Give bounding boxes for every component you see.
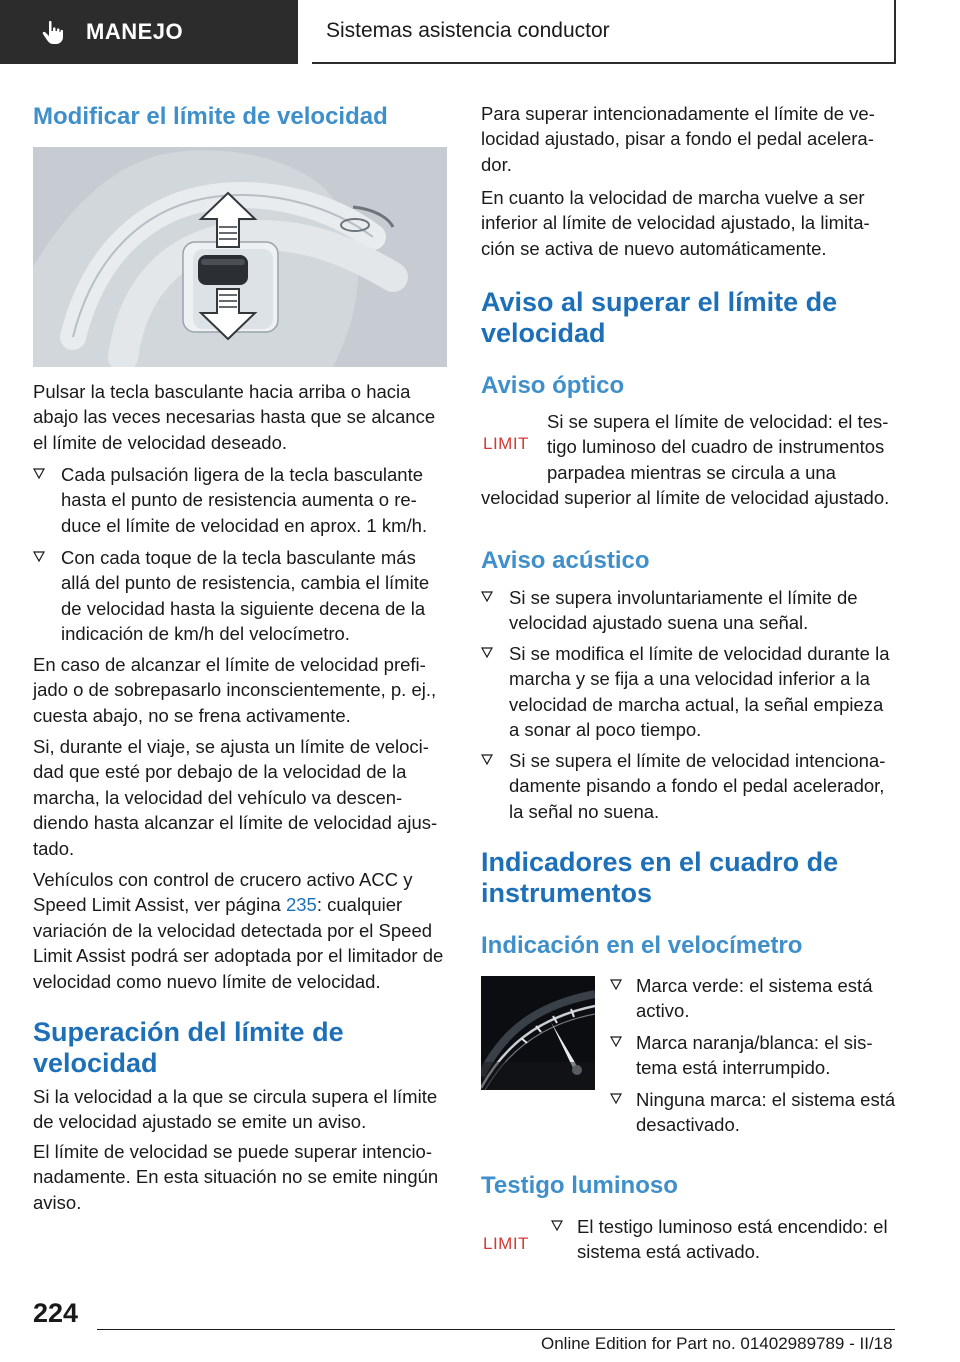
list-item-text: Cada pulsación ligera de la tecla basculante hasta el punto de resistencia aumenta o reduce el límite de velocidad en aprox. 1 km/h. [61, 464, 428, 536]
triangle-bullet-icon [481, 647, 493, 659]
triangle-bullet-icon [610, 979, 622, 991]
list-item [33, 462, 447, 538]
list-item [551, 1214, 896, 1265]
paragraph-acc-text: Vehículos con control de crucero activo ACC y Speed Limit Assist, ver página [33, 869, 413, 916]
heading-modify-limit: Modificar el límite de velocidad [33, 103, 388, 130]
triangle-bullet-icon [481, 591, 493, 603]
steering-wheel-rocker-illustration [33, 147, 447, 367]
triangle-bullet-icon [551, 1220, 563, 1232]
paragraph-warning-issued: Si la velocidad a la que se circula supera el límite de velocidad ajustado se emite un aviso. [33, 1086, 438, 1133]
limit-indicator-icon: LIMIT [483, 434, 529, 453]
list-item [610, 973, 900, 1024]
list-item-text: Con cada toque de la tecla basculante más allá del punto de resistencia, cambia el límite de velocidad hasta la siguiente decena de la indicación de km/h del velocímetro. [61, 547, 430, 645]
paragraph-auto-brake: En caso de alcanzar el límite de velocidad prefijado o de sobrepasarlo inconscientemente, p. ej., cuesta abajo, no se frena activamente. [33, 654, 437, 726]
heading-exceed-limit: Superación del límite de velocidad [33, 1017, 344, 1078]
list-item [610, 1087, 900, 1138]
limit-indicator-icon: LIMIT [483, 1234, 529, 1253]
list-item-text: Si se modifica el límite de velocidad durante la marcha y se fija a una velocidad inferior a la velocidad de marcha actual, la señal empieza a sonar al poco tiempo. [509, 643, 890, 741]
list-item [481, 641, 895, 743]
footer-edition: Online Edition for Part no. 01402989789 - II/18 [541, 1334, 893, 1353]
list-item-text: Si se supera el límite de velocidad intencionadamente pisando a fondo el pedal acelerador, la señal no suena. [509, 750, 886, 822]
chapter-label: Sistemas asistencia conductor [326, 19, 610, 42]
footer-divider [97, 1329, 895, 1330]
float-spacer [481, 409, 547, 485]
paragraph-acc-text-cont: : cualquier variación de la velocidad detectada por el Speed Limit Assist podrá ser adoptada por el limitador de velocidad como nuevo límite de velocidad. [33, 894, 444, 992]
chapter-header [312, 0, 896, 64]
heading-speedometer-indication: Indicación en el velocímetro [481, 932, 803, 959]
section-label: MANEJO [86, 19, 184, 44]
list-item-text: Si se supera involuntariamente el límite de velocidad ajustado suena una señal. [509, 587, 858, 634]
heading-instrument-indicators: Indicadores en el cuadro de instrumentos [481, 847, 839, 908]
paragraph-optical-warning [481, 409, 901, 511]
list-item-text: Marca verde: el sistema está activo. [636, 975, 873, 1022]
list-item [610, 1030, 900, 1081]
hand-icon [40, 19, 66, 45]
triangle-bullet-icon [610, 1093, 622, 1105]
list-item [481, 585, 895, 636]
list-item-text: El testigo luminoso está encendido: el sistema está activado. [577, 1216, 888, 1263]
triangle-bullet-icon [33, 551, 45, 563]
list-item-text: Marca naranja/blanca: el sistema está interrumpido. [636, 1032, 873, 1079]
paragraph-intentional-exceed: El límite de velocidad se puede superar intencionadamente. En esta situación no se emite ningún aviso. [33, 1141, 439, 1213]
section-tab [0, 0, 298, 64]
heading-indicator-lamp: Testigo luminoso [481, 1172, 678, 1199]
speedometer-illustration [481, 976, 595, 1090]
triangle-bullet-icon [481, 754, 493, 766]
triangle-bullet-icon [33, 468, 45, 480]
page-number: 224 [33, 1298, 79, 1328]
paragraph-reduce-speed: Si, durante el viaje, se ajusta un límite de velocidad que esté por debajo de la velocidad de la marcha, la velocidad del vehículo va descendiendo hasta alcanzar el límite de velocidad ajustado. [33, 736, 438, 859]
page-link-235[interactable]: 235 [285, 894, 317, 916]
paragraph-kickdown: Para superar intencionadamente el límite de velocidad ajustado, pisar a fondo el pedal acelerador. [481, 103, 875, 175]
list-item [33, 545, 447, 647]
heading-acoustic-warning: Aviso acústico [481, 547, 650, 574]
heading-optical-warning: Aviso óptico [481, 372, 625, 399]
paragraph-press-rocker: Pulsar la tecla basculante hacia arriba o hacia abajo las veces necesarias hasta que se alcance el límite de velocidad deseado. [33, 381, 436, 453]
list-item-text: Ninguna marca: el sistema está desactivado. [636, 1089, 896, 1136]
optical-warning-text: Si se supera el límite de velocidad: el testigo luminoso del cuadro de instrumentos parpadea mientras se circula a una velocidad superior al límite de velocidad ajustado. [481, 411, 890, 509]
heading-warning-exceed: Aviso al superar el límite de velocidad [481, 287, 838, 348]
triangle-bullet-icon [610, 1036, 622, 1048]
paragraph-acc [33, 867, 449, 994]
list-item [481, 748, 897, 824]
paragraph-reactivate: En cuanto la velocidad de marcha vuelve a ser inferior al límite de velocidad ajustado, la limitación se activa de nuevo automáticamente. [481, 187, 870, 259]
